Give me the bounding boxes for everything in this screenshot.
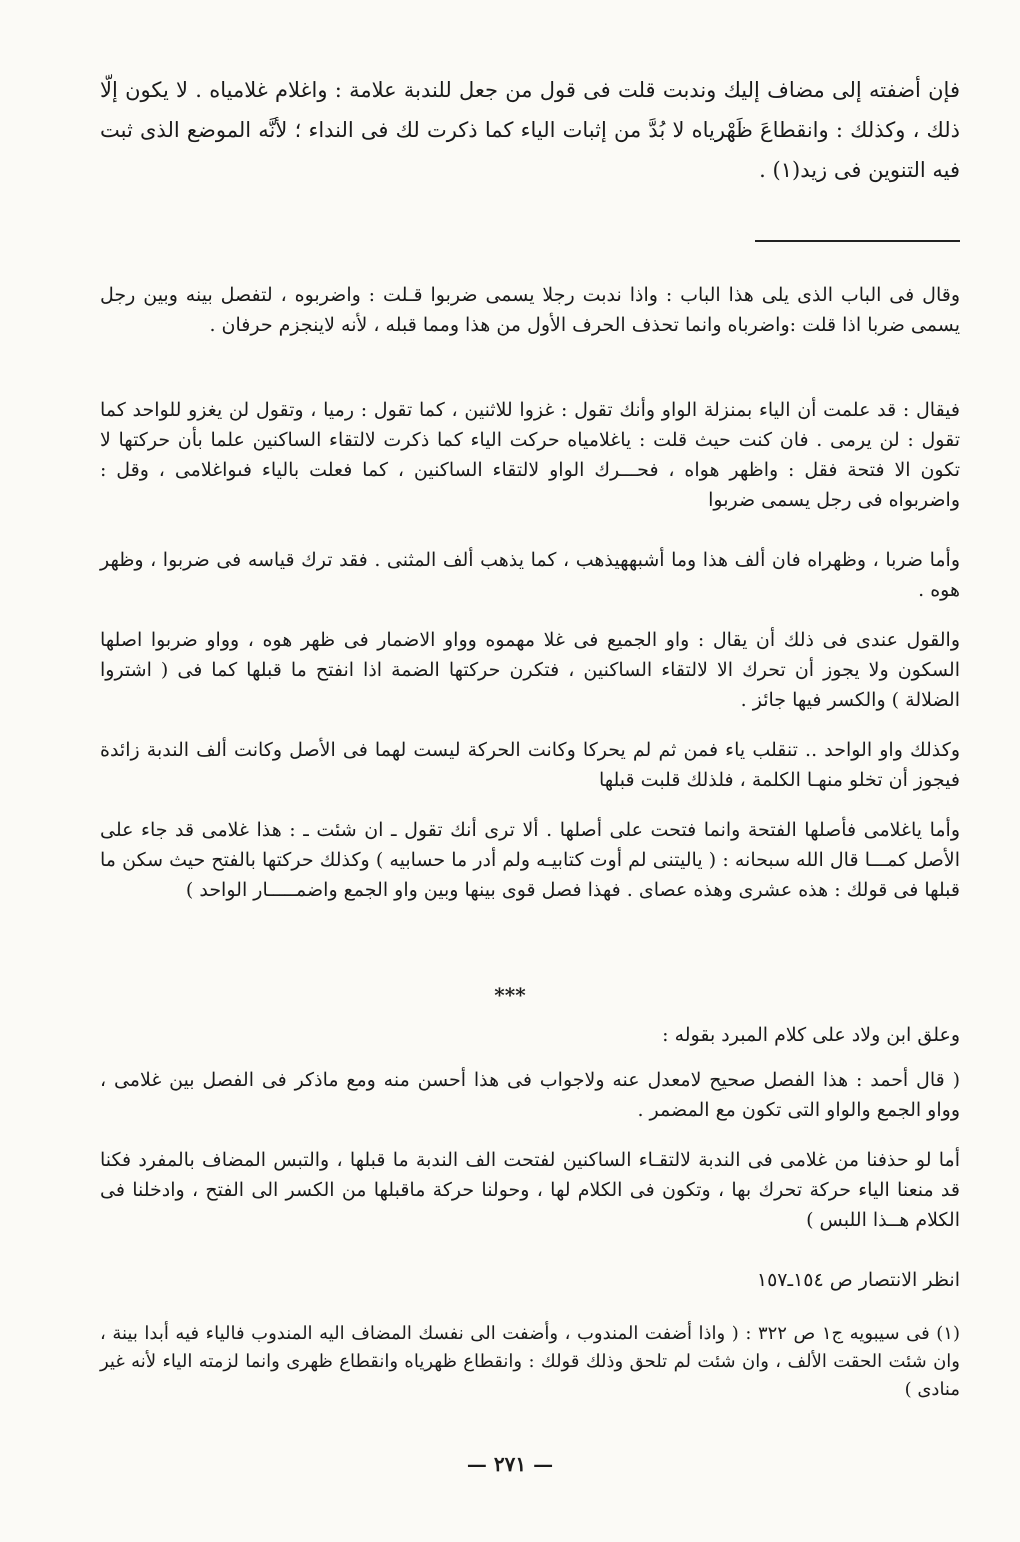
- paragraph-2: [100, 395, 960, 515]
- section-separator: ***: [494, 983, 526, 1007]
- footnote: [100, 1320, 960, 1404]
- reference-line: [100, 1265, 960, 1295]
- paragraph-text: وأما ياغلامى فأصلها الفتحة وانما فتحت على أصلها . ألا ترى أنك تقول ـ ان شئت ـ : هذا غلامى قد جاء على الأصل كمـــا قال الله سبحانه : ( ياليتنى لم أوت كتابيـه ولم أدر ما حسابيه ) وكذلك حركتها بالفتح حيث سكن ما قبلها فى قولك : هذه عشرى وهذه عصاى . فهذا فصل قوى بينها وبين واو الجمع واضمـــــار الواحد ): [100, 819, 960, 901]
- paragraph-3: [100, 545, 960, 605]
- paragraph-text: وكذلك واو الواحد .. تنقلب ياء فمن ثم لم يحركا وكانت الحركة ليست لهما فى الأصل وكانت ألف الندبة زائدة فيجوز أن تخلو منهـا الكلمة ، فلذلك قلبت قبلها: [100, 739, 960, 791]
- paragraph-text: انظر الانتصار ص ١٥٤ـ١٥٧: [756, 1269, 960, 1291]
- paragraph-4: [100, 625, 960, 715]
- paragraph-text: وأما ضربا ، وظهراه فان ألف هذا وما أشبههيذهب ، كما يذهب ألف المثنى . فقد ترك قياسه فى ضربوا ، وظهر هوه .: [100, 549, 960, 601]
- paragraph-6: [100, 815, 960, 905]
- commentary-intro: [100, 1020, 960, 1050]
- paragraph-text: وعلق ابن ولاد على كلام المبرد بقوله :: [662, 1024, 960, 1046]
- page-number: — ٢٧١ —: [466, 1452, 554, 1476]
- paragraph-text: والقول عندى فى ذلك أن يقال : واو الجميع فى غلا مهموه وواو الاضمار فى ظهر هوه ، وواو ضربوا اصلها السكون ولا يجوز أن تحرك الا لالتقاء الساكنين ، فتكرن حركتها الضمة اذا انفتح ما قبلها كما فى ( اشتروا الضلالة ) والكسر فيها جائز .: [100, 629, 960, 711]
- paragraph-text: فيقال : قد علمت أن الياء بمنزلة الواو وأنك تقول : غزوا للاثنين ، كما تقول : رميا ، وتقول لن يغزو للواحد كما تقول : لن يرمى . فان كنت حيث قلت : ياغلامياه حركت الياء كما ذكرت لالتقاء الساكنين علما بأن حركتها لا تكون الا فتحة فقل : واظهر هواه ، فحـــرك الواو لالتقاء الساكنين ، كما فعلت بالياء فىواغلامى ، وقل : واضربواه فى رجل يسمى ضربوا: [100, 399, 960, 511]
- paragraph-text: ( قال أحمد : هذا الفصل صحيح لامعدل عنه ولاجواب فى هذا أحسن منه ومع ماذكر فى الفصل بين غلامى ، وواو الجمع والواو التى تكون مع المضمر .: [100, 1069, 960, 1121]
- paragraph-1: [100, 280, 960, 340]
- paragraph-text: أما لو حذفنا من غلامى فى الندبة لالتقـاء الساكنين لفتحت الف الندبة ما قبلها ، والتبس المضاف بالمفرد فكنا قد منعنا الياء حركة تحرك بها ، وتكون فى الكلام لها ، وحولنا حركة ماقبلها من الكسر الى الفتح ، وادخلنا فى الكلام هــذا اللبس ): [100, 1149, 960, 1231]
- opening-paragraph-text: فإن أضفته إلى مضاف إليك وندبت قلت فى قول من جعل للندبة علامة : واغلام غلامياه . لا يكون إلّا ذلك ، وكذلك : وانقطاعَ ظَهْرياه لا بُدَّ من إثبات الياء كما ذكرت لك فى النداء ؛ لأنَّه الموضع الذى ثبت فيه التنوين فى زيد(١) .: [100, 78, 960, 182]
- opening-paragraph: [100, 70, 960, 190]
- paragraph-text: وقال فى الباب الذى يلى هذا الباب : واذا ندبت رجلا يسمى ضربوا قـلت : واضربوه ، لتفصل بينه وبين رجل يسمى ضربا اذا قلت :واضرباه وانما تحذف الحرف الأول من هذا ومما قبله ، لأنه لاينجزم حرفان .: [100, 284, 960, 336]
- paragraph-5: [100, 735, 960, 795]
- footnote-text: (١) فى سيبويه ج١ ص ٣٢٢ : ( واذا أضفت المندوب ، وأضفت الى نفسك المضاف اليه المندوب فالياء فيه أبدا بينة ، وان شئت الحقت الألف ، وان شئت لم تلحق وذلك قولك : وانقطاع ظهرياه وانقطاع ظهرى وانما لزمته الياء لأنه غير منادى ): [100, 1323, 960, 1400]
- commentary-quote-2: [100, 1145, 960, 1235]
- commentary-quote-1: [100, 1065, 960, 1125]
- footnote-divider: [755, 240, 960, 242]
